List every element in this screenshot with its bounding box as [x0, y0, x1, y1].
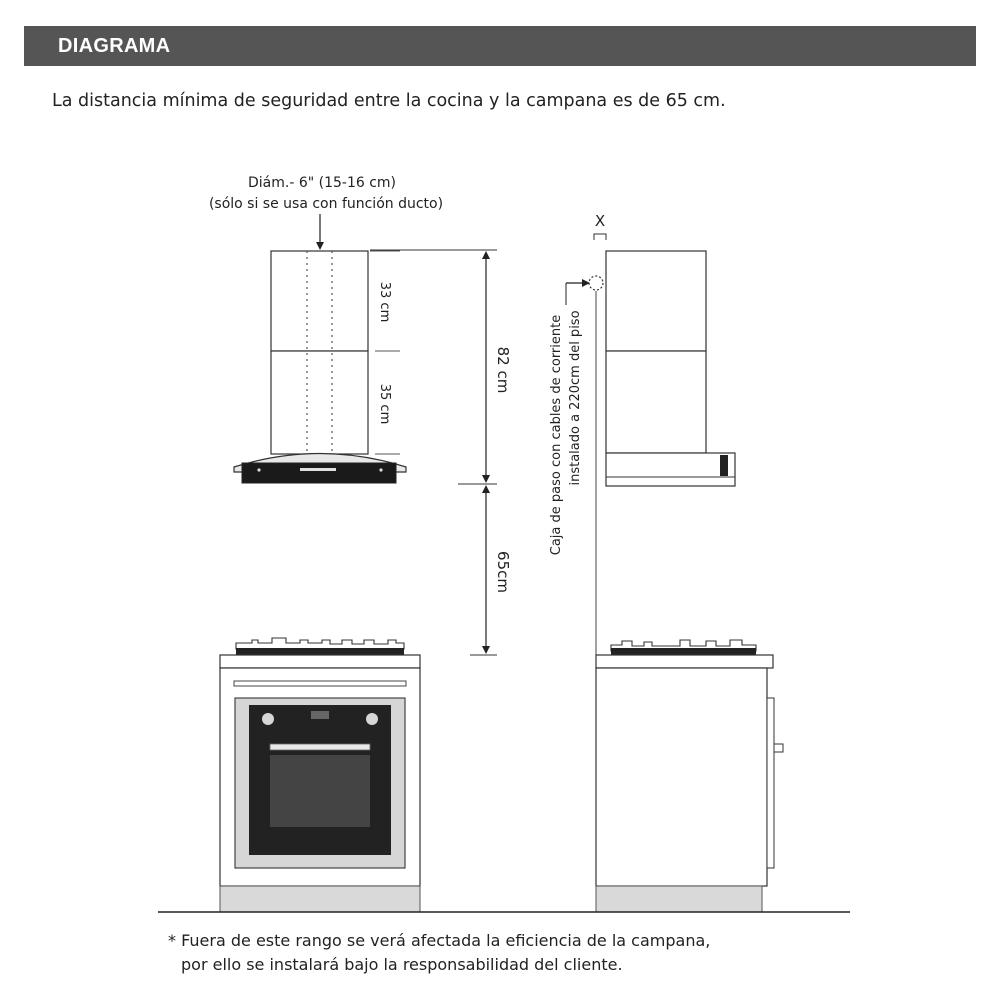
- duct-label-line2: (sólo si se usa con función ducto): [208, 196, 444, 212]
- side-hood-front-panel: [720, 455, 728, 476]
- chimney-upper: [271, 251, 368, 351]
- hood-control-bar: [300, 468, 336, 471]
- side-chimney-upper: [606, 251, 706, 351]
- footnote-line2: por ello se instalará bajo la responsabilidad del cliente.: [181, 955, 623, 974]
- footnote-line1: * Fuera de este rango se verá afectada la eficiencia de la campana,: [168, 931, 711, 950]
- hood-light-left: [257, 468, 260, 471]
- hood-light-right: [379, 468, 382, 471]
- section-title: DIAGRAMA: [58, 35, 171, 57]
- cooktop-surface: [236, 648, 404, 655]
- junction-box-label-line1: Caja de paso con cables de corriente: [549, 314, 564, 556]
- oven-door-inner: [270, 755, 370, 827]
- side-view: [549, 212, 783, 912]
- oven-knob-right: [366, 713, 378, 725]
- intro-text: La distancia mínima de seguridad entre la cocina y la campana es de 65 cm.: [52, 91, 726, 111]
- oven-knob-left: [262, 713, 274, 725]
- dim-label-clearance: 65cm: [494, 551, 512, 593]
- side-hood-body: [606, 453, 735, 486]
- front-stove: [220, 638, 420, 912]
- oven-display: [311, 711, 329, 719]
- junction-box-label-line2: instalado a 220cm del piso: [568, 310, 583, 486]
- side-oven-handle: [774, 744, 783, 752]
- stove-top-panel: [220, 655, 420, 668]
- dim-label-upper-chimney: 33 cm: [377, 281, 392, 323]
- dim-label-hood-total: 82 cm: [494, 346, 512, 394]
- footnote: [168, 929, 710, 977]
- side-stove-body: [596, 668, 767, 886]
- side-oven-door: [767, 698, 774, 868]
- junction-box-icon: [589, 276, 603, 290]
- stove-plinth: [220, 886, 420, 912]
- side-cooktop-surface: [611, 648, 756, 655]
- drawer-handle-strip: [234, 681, 406, 686]
- side-x-marker: X: [594, 212, 606, 230]
- cooktop-grates: [236, 638, 404, 649]
- duct-label-line1: Diám.- 6" (15-16 cm): [247, 175, 397, 191]
- hood-body: [242, 463, 396, 483]
- side-x-tick: [594, 234, 606, 240]
- side-stove-top-panel: [596, 655, 773, 668]
- front-hood: [209, 175, 443, 483]
- side-stove-plinth: [596, 886, 762, 912]
- dim-label-lower-chimney: 35 cm: [377, 383, 392, 425]
- oven-door-handle: [270, 744, 370, 750]
- side-chimney-lower: [606, 351, 706, 453]
- chimney-lower: [271, 351, 368, 454]
